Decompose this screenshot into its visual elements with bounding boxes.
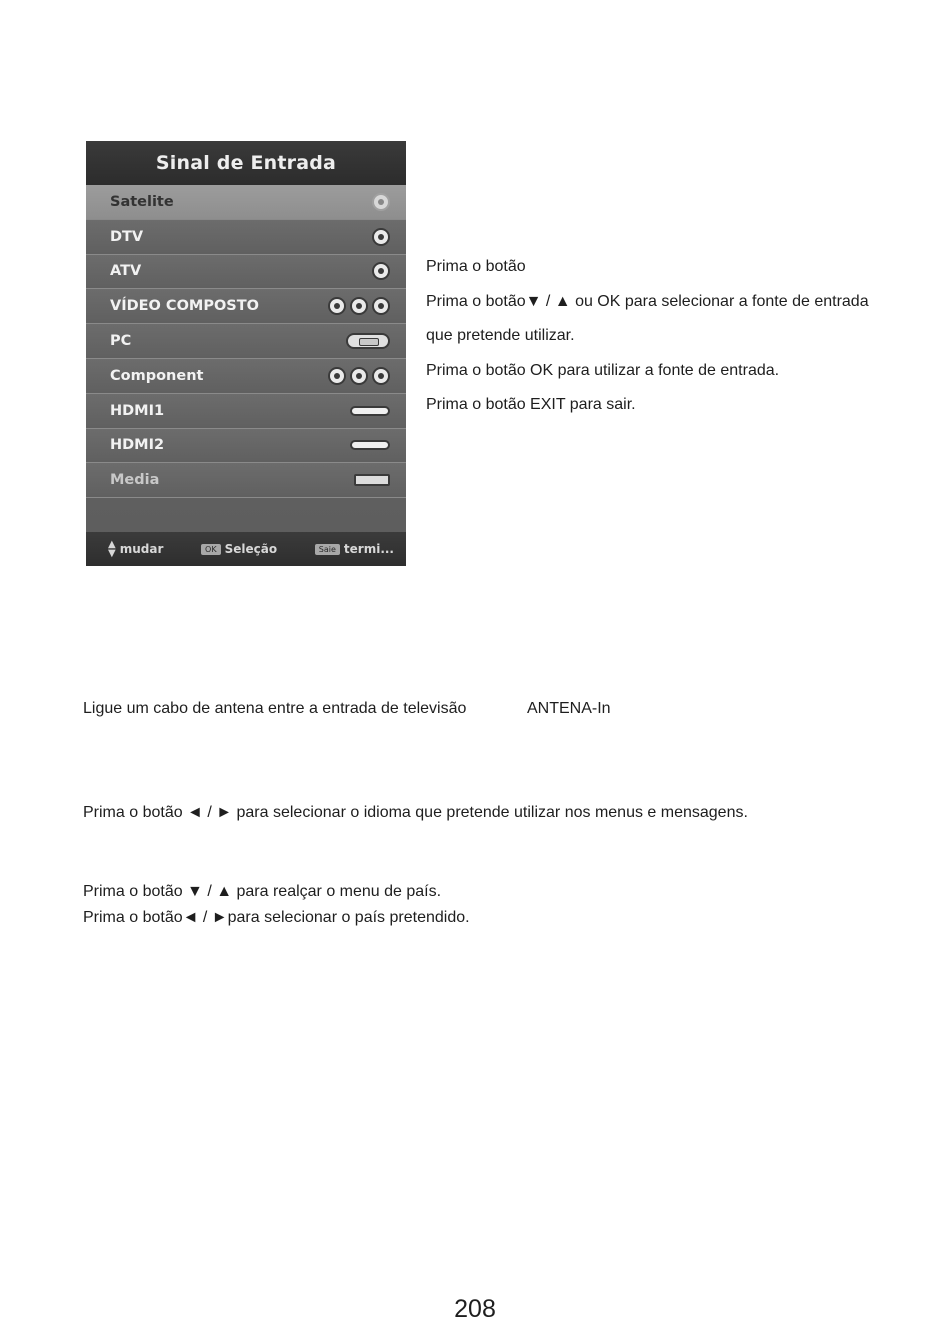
language-instruction: Prima o botão ◄ / ► para selecionar o idioma que pretende utilizar nos menus e mensagens.: [83, 804, 748, 821]
exit-key-icon: Saie: [315, 544, 340, 555]
menu-item-component: [86, 359, 406, 394]
instruction-line: Prima o botão: [426, 258, 526, 275]
menu-item-label: PC: [110, 333, 132, 350]
country-instruction: Prima o botão◄ / ►para selecionar o país pretendido.: [83, 909, 470, 926]
menu-item-label: HDMI1: [110, 402, 165, 419]
menu-item-label: Component: [110, 367, 204, 384]
menu-item-video-composto: [86, 289, 406, 324]
coaxial-jack-icon: [372, 262, 390, 280]
country-instruction: Prima o botão ▼ / ▲ para realçar o menu de país.: [83, 883, 442, 900]
input-source-list: [86, 185, 406, 498]
menu-item-label: ATV: [110, 263, 142, 280]
menu-item-satelite: [86, 185, 406, 220]
ok-key-icon: OK: [201, 544, 221, 555]
footer-move-label: mudar: [119, 542, 164, 556]
instruction-line: Prima o botão OK para utilizar a fonte de entrada.: [426, 362, 780, 379]
menu-footer: [86, 532, 406, 566]
menu-item-atv: [86, 255, 406, 290]
up-down-arrows-icon: ▲ ▼: [108, 539, 116, 559]
menu-item-pc: [86, 324, 406, 359]
menu-item-label: VÍDEO COMPOSTO: [110, 298, 259, 315]
hdmi-port-icon: [350, 406, 390, 416]
menu-item-hdmi2: [86, 429, 406, 464]
menu-item-label: HDMI2: [110, 437, 165, 454]
menu-item-label: DTV: [110, 228, 144, 245]
menu-item-hdmi1: [86, 394, 406, 429]
input-source-menu-screenshot: [86, 141, 406, 566]
footer-exit: [315, 542, 394, 556]
menu-title: Sinal de Entrada: [86, 141, 406, 185]
antenna-connector-label: ANTENA-In: [527, 700, 611, 717]
component-jacks-icon: [328, 367, 390, 385]
usb-port-icon: [354, 474, 390, 486]
composite-jacks-icon: [328, 297, 390, 315]
footer-select-label: Seleção: [224, 542, 278, 556]
menu-item-media: [86, 463, 406, 498]
footer-move: [108, 540, 163, 558]
coaxial-jack-icon: [372, 193, 390, 211]
menu-item-dtv: [86, 220, 406, 255]
instruction-line: Prima o botão EXIT para sair.: [426, 396, 636, 413]
footer-exit-label: termi...: [343, 542, 394, 556]
instruction-line: Prima o botão▼ / ▲ ou OK para selecionar a fonte de entrada: [426, 293, 869, 310]
instruction-line: que pretende utilizar.: [426, 327, 575, 344]
antenna-instruction: Ligue um cabo de antena entre a entrada de televisão: [83, 700, 467, 717]
page-number: 208: [454, 1295, 496, 1323]
coaxial-jack-icon: [372, 228, 390, 246]
menu-item-label: Media: [110, 472, 160, 489]
menu-item-label: Satelite: [110, 193, 174, 210]
vga-port-icon: [346, 333, 390, 349]
footer-select: [201, 542, 277, 556]
hdmi-port-icon: [350, 440, 390, 450]
